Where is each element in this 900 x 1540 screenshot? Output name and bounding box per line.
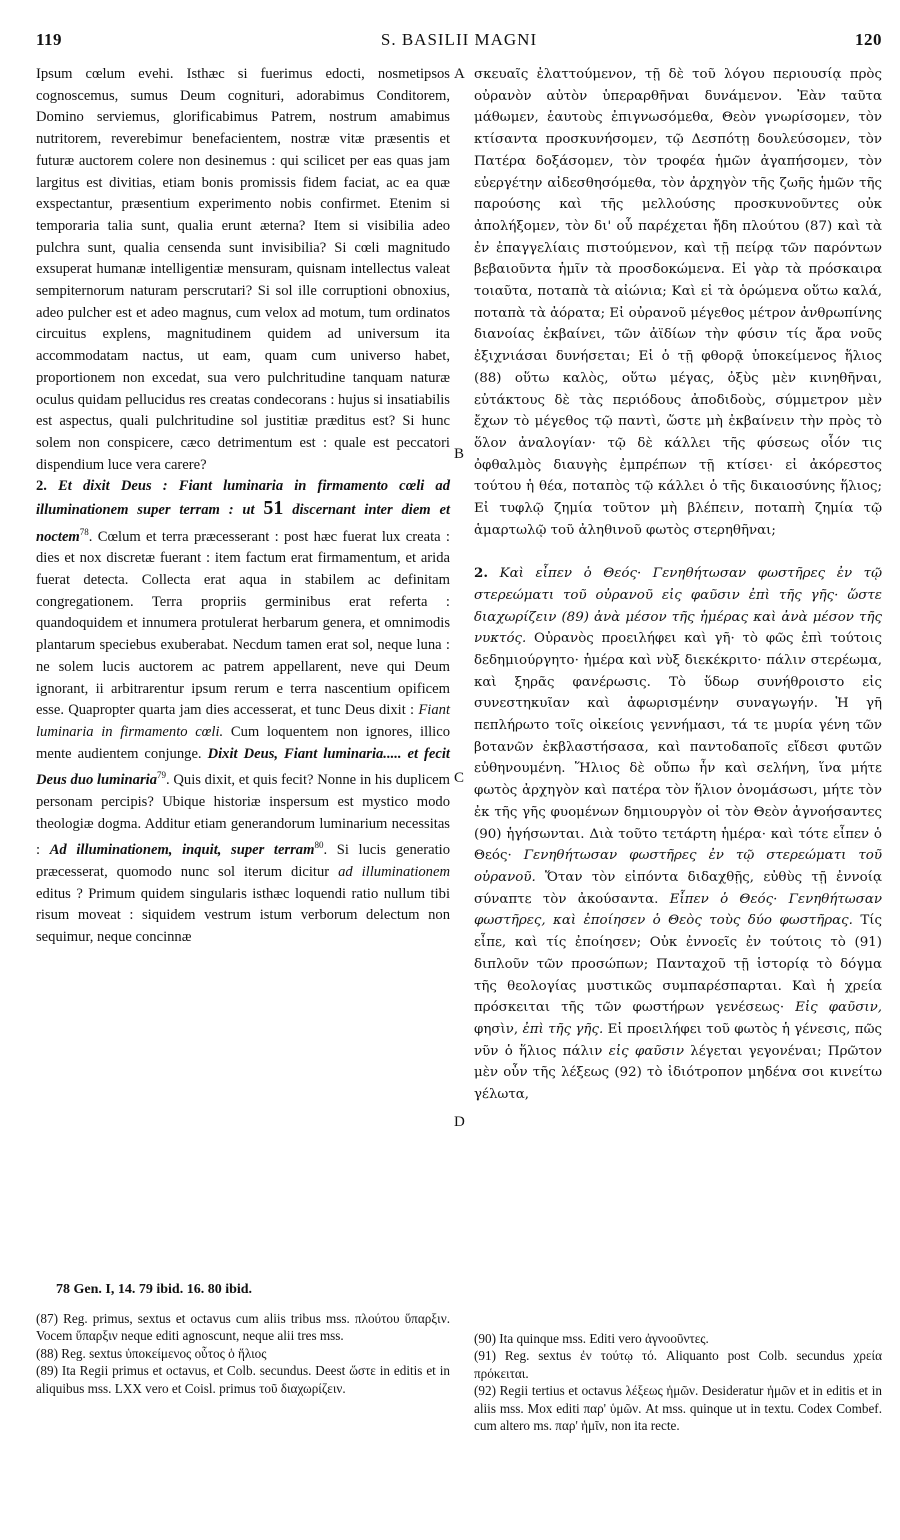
footnotes-right <box>474 1330 882 1434</box>
greek-para2-text-e: Εἰ προειλήφει τοῦ φωτὸς ἡ γένεσις, πῶς νῦν ὁ ἥλιος πάλιν <box>474 1021 882 1059</box>
greek-para2-quote-c: Εἶπεν ὁ Θεός· Γενηθήτωσαν φωστῆρες, καὶ ἐποίησεν ὁ Θεὸς τοὺς δύο φωστῆρας. <box>474 891 882 929</box>
latin-para2-text-a: . Cœlum et terra præcesserant : post hæc fuerat lux creata : dies et nox discretæ fuerant : item factum erat firmamentum, et arida fuerat detecta. Collecta erat aqua in stabilem ac definitam congregationem. Terra propriis germinibus erat referta : quandoquidem et innumera protulerat herbarum genera, et omnimodis plantarum speciebus exuberabat. Necdum tamen erat sol, neque luna : ne solem lucis auctorem ac patrem appellarent, neve qui Deum ignorant, ii arbitrarentur ipsum rerum e terra nascentium opificem esse. Quapropter quarta jam dies accesserat, et tunc Deus dixit : <box>36 528 450 719</box>
greek-para2-text-d: φησὶν, <box>474 1021 519 1037</box>
greek-para2-number: 2. <box>474 565 488 582</box>
footnote-91: (91) Reg. sextus ἐν τούτῳ τό. Aliquanto post Colb. secundus χρεία πρόκειται. <box>474 1348 882 1381</box>
greek-para2-text-f: λέγεται γεγονέναι; Πρῶτον μὲν οὖν τῆς λέξεως (92) τὸ ἰδιότροπον μηδένα σοι κινείτω γέλωτα, <box>474 1043 882 1103</box>
greek-para2-quote-f: εἰς φαῦσιν <box>608 1043 684 1059</box>
footnote-90: (90) Ita quinque mss. Editi vero ἀγνοοῦντες. <box>474 1331 709 1346</box>
greek-para2-text-b: Ὅταν τὸν εἰπόντα διδαχθῇς, εὐθὺς τῇ ἐννοίᾳ σύναπτε τὸν ἀκούσαντα. <box>474 870 882 907</box>
latin-ref-80: 80 <box>314 840 324 851</box>
greek-para2-quote-d: Εἰς φαῦσιν, <box>795 1000 882 1016</box>
greek-para2-quote-b: Γενηθήτωσαν φωστῆρες ἐν τῷ στερεώματι τοῦ οὐρανοῦ. <box>474 848 882 885</box>
latin-para2-number: 2. <box>36 478 47 495</box>
page-number-right: 120 <box>855 30 882 49</box>
latin-ref-78: 78 <box>79 526 89 537</box>
margin-letter-c: C <box>454 770 465 786</box>
latin-para2-quote-d: Dixit Deus, Fiant luminaria..... et fecit Deus duo luminaria <box>36 745 450 789</box>
running-head: S. BASILII MAGNI <box>380 30 538 49</box>
latin-para2-lemma-b: discernant inter diem et noctem <box>36 502 450 545</box>
greek-para2-text-c: Τίς εἶπε, καὶ τίς ἐποίησεν; Οὐκ ἐννοεῖς ἐν τούτοις τὸ (91) διπλοῦν τῶν προσώπων; Πανταχοῦ τῇ ἱστορίᾳ τὸ δόγμα τῆς θεολογίας μυστικῶς συμπαρέσπαρται. Καὶ ἡ χρεία πρόσκειται τῆς τῶν φωστήρων γενέσεως· <box>474 913 882 1016</box>
margin-letter-b: B <box>454 446 465 462</box>
latin-para2-text-c: . Quis dixit, et quis fecit? Nonne in his duplicem personam percipis? Ubique historiæ inspersum est mystico modo theologiæ dogma. Additur etiam generandorum luminarium necessitas : <box>36 772 450 859</box>
greek-para2-quote-e: ἐπὶ τῆς γῆς. <box>522 1021 604 1037</box>
scripture-references: 78 Gen. I, 14. 79 ibid. 16. 80 ibid. <box>56 1282 253 1297</box>
footnote-92: (92) Regii tertius et octavus λέξεως ἡμῶν. Desideratur ἡμῶν et in editis et in aliis mss. Mox editi παρ' ὑμῶν. At mss. quinque ut in textu. Codex Combef. cum altero ms. παρ' ἡμῖν, non ita recte. <box>474 1383 882 1434</box>
footnote-87: (87) Reg. primus, sextus et octavus cum aliis tribus mss. πλούτου ὕπαρξιν. Vocem ὕπαρξιν neque editi agnoscunt, neque alii tres mss. <box>36 1311 450 1344</box>
latin-para2-text-e: editus ? Primum quidem singularis isthæc loquendi ratio nullum tibi risum moveat : siquidem vestrum istum verborum delectum non sequimur, neque concinnæ <box>36 885 450 945</box>
latin-para2-quote-e: Ad illuminationem, inquit, super terram <box>49 842 315 859</box>
latin-paragraph-1: Ipsum cœlum evehi. Isthæc si fuerimus edocti, nosmetipsos cognoscemus, sumus Deum cogniturі, adorabimus Conditorem, Domino serviemus, glorificabimus Patrem, nostrum amabimus nutritorem, reverebimur benefacientem, nostræ vitæ præsentis et futuræ auctorem colere non desinemus : qui scilicet per eas quas jam largitus est divitias, etiam bonis promissis fidem faciat, ac ea quæ exspectantur, præsentium experimento nobis confirmet. Etenim si temporaria talia sunt, qualia erunt æterna? Item si visibilia adeo pulchra sunt, qualia censenda sunt invisibilia? Si cœli magnitudo exsuperat humanæ intelligentiæ mensuram, quisnam intellectus valeat sempiternorum naturam perscrutari? Si sol ille corruptioni obnoxius, adeo pulcher est et adeo magnus, cum velox ad motum, tum ordinatos circuitus explens, magnitudinem quidem ad universum ita accommodatam nactus, ut eam, quam cum universo habet, proportionem non excedat, sua vero pulchritudine tanquam naturæ oculus quidam pellucidus res creatas condecorans : hujus si insatiabilis est aspectus, quali pulchritudine sol justitiæ præditus est? Si hunc solem non conspicere, cæco detrimentum est : quale est peccatori dispendium luce vera carere? <box>36 66 450 473</box>
greek-paragraph-2 <box>474 563 882 1106</box>
latin-ref-79: 79 <box>157 770 166 781</box>
latin-para2-text-b: Cum loquentem non ignores, illico mente audientem conjunge. <box>36 723 451 762</box>
latin-para2-quote-f: ad illuminationem <box>338 863 450 880</box>
greek-paragraph-1: σκευαῖς ἐλαττούμενον, τῇ δὲ τοῦ λόγου περιουσίᾳ πρὸς οὐρανὸν αὐτὸν ὑπεραρθῆναι δυνάμενον. Ἐὰν ταῦτα μάθωμεν, ἑαυτοὺς ἐπιγνωσόμεθα, Θεὸν γνωρίσομεν, τὸν κτίσαντα προσκυνήσομεν, τῷ Δεσπότῃ δουλεύσομεν, τὸν Πατέρα δοξάσομεν, τὸν τροφέα ἡμῶν ἀγαπήσομεν, τὸν εὐεργέτην αἰδεσθησόμεθα, τὸν ἀρχηγὸν τῆς ζωῆς ἡμῶν τῆς παρούσης καὶ τῆς μελλούσης προσκυνοῦντες οὐκ ἀπολήξομεν, τὸν δι' οὗ παρέχεται ἤδη πλούτου (87) καὶ τὰ ἐν ἐπαγγελίαις πιστούμενον, καὶ τῇ πείρᾳ τῶν παρόντων βεβαιοῦντα ἡμῖν τὰ προσδοκώμενα. Εἰ γὰρ τὰ πρόσκαιρα τοιαῦτα, ποταπὰ τὰ αἰώνια; Καὶ εἰ τὰ ὁρώμενα οὕτω καλά, ποταπὰ τὰ ἀόρατα; Εἰ οὐρανοῦ μέγεθος μέτρον ἀνθρωπίνης διανοίας ἐκβαίνει, τῶν ἀϊδίων τὴν φύσιν τίς ἄρα νοῦς ἐξιχνιάσαι δυνήσεται; Εἰ ὁ τῇ φθορᾷ ὑποκείμενος ἥλιος (88) οὕτω καλὸς, οὕτω μέγας, ὀξὺς μὲν κινηθῆναι, εὐτάκτους δὲ τὰς περιόδους ἀποδιδοὺς, σύμμετρον μὲν ἔχων τὸ μέγεθος τῷ παντὶ, ὥστε μὴ ἐκβαίνειν τὴν πρὸς τὸ ὅλον ἀναλογίαν· τῷ δὲ κάλλει τῆς φύσεως οἷόν τις ὀφθαλμὸς διαυγὴς ἐμπρέπων τῇ κτίσει· εἰ ἀκόρεστος τούτου ἡ θέα, ποταπὸς τῷ κάλλει ὁ τῆς δικαιοσύνης ἥλιος; Εἰ τυφλῷ ζημία τοῦτον μὴ βλέπειν, ποταπὴ ζημία τῷ ἁμαρτωλῷ τοῦ ἀληθινοῦ φωτὸς στερηθῆναι; <box>474 67 882 538</box>
column-number: 51 <box>263 497 284 520</box>
latin-para2-text-d: . Si lucis generatio præcesserat, quomodo nunc sol iterum dicitur <box>36 842 450 880</box>
latin-paragraph-2 <box>36 476 450 948</box>
greek-para2-lemma: Καὶ εἶπεν ὁ Θεός· Γενηθήτωσαν φωστῆρες ἐν τῷ στερεώματι τοῦ οὐρανοῦ εἰς φαῦσιν ἐπὶ τῆς γῆς· ὥστε διαχωρίζειν (89) ἀνὰ μέσον τῆς ἡμέρας καὶ ἀνὰ μέσον τῆς νυκτός. <box>474 566 882 647</box>
page-number-left: 119 <box>36 30 63 49</box>
greek-column <box>474 64 882 1106</box>
footnotes-left <box>36 1310 450 1397</box>
margin-letter-d: D <box>454 1114 465 1130</box>
greek-para2-text-a: Οὐρανὸς προειλήφει καὶ γῆ· τὸ φῶς ἐπὶ τούτοις δεδημιούργητο· ἡμέρα καὶ νὺξ διεκέκριτο· πάλιν στερέωμα, καὶ ξηρᾶς φανέρωσις. Τὸ ὕδωρ συνήθροιστο εἰς συνεστηκυῖαν καὶ ἀφωρισμένην συναγωγήν. Ἡ γῆ πεπλήρωτο τοῖς οἰκείοις γεννήμασι, τά τε μυρία γένη τῶν βοτανῶν ἐκβλαστήσασα, καὶ παντοδαποῖς εἴδεσι φυτῶν εὐθηνουμένη. Ἥλιος δὲ οὔπω ἦν καὶ σελήνη, ἵνα μήτε φωτὸς ἀρχηγὸν καὶ πατέρα τὸν ἥλιον ὀνομάσωσι, μήτε τὸν ἐκ τῆς γῆς φυομένων δημιουργὸν οἱ τὸν Θεὸν ἀγνοήσαντες (90) ἡγήσωνται. Διὰ τοῦτο τετάρτη ἡμέρα· καὶ τότε εἶπεν ὁ Θεός· <box>474 631 882 864</box>
latin-para2-quote-c: Fiant luminaria in firmamento cœli. <box>36 702 450 740</box>
latin-para2-lemma: Et dixit Deus : Fiant luminaria in firmamento cœli ad illuminationem super terram : ut <box>36 478 451 519</box>
margin-letter-a: A <box>454 66 465 82</box>
footnote-88: (88) Reg. sextus ὑποκείμενος οὗτος ὁ ἥλιος <box>36 1345 267 1361</box>
latin-column <box>36 64 450 949</box>
page-header <box>36 30 882 56</box>
footnote-89: (89) Ita Regii primus et octavus, et Colb. secundus. Deest ὥστε in editis et in aliquibus mss. LXX vero et Coisl. primus τοῦ διαχωρίζειν. <box>36 1363 450 1396</box>
